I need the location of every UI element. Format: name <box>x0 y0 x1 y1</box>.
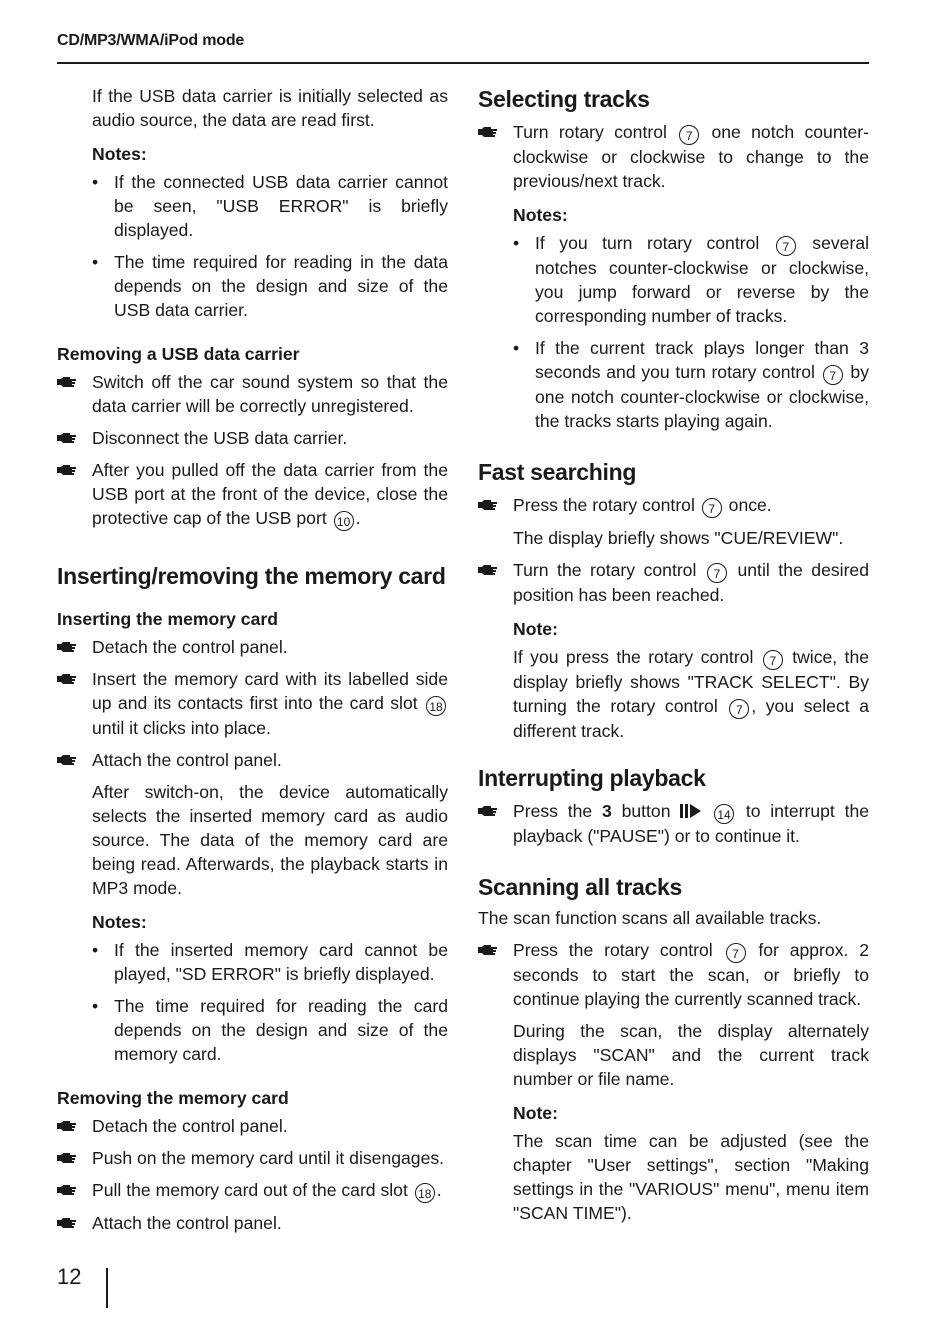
section-title: Interrupting playback <box>478 765 706 791</box>
section-heading: Removing the memory card <box>57 1088 289 1108</box>
pointing-hand-icon <box>57 464 77 475</box>
ref-number: 7 <box>823 365 843 385</box>
ref-number: 7 <box>679 125 699 145</box>
right-column <box>478 84 869 1225</box>
pointing-hand-icon <box>57 1184 77 1195</box>
pointing-hand-icon <box>57 673 77 684</box>
ref-number: 14 <box>714 804 734 824</box>
notes-title: Notes: <box>92 912 147 932</box>
step-item: Pull the memory card out of the card slot 18 . <box>57 1178 448 1203</box>
section-heading: Removing a USB data carrier <box>57 344 300 364</box>
ref-number: 7 <box>776 236 796 256</box>
pointing-hand-icon <box>478 126 498 137</box>
play-pause-icon <box>680 804 702 818</box>
step-item: Turn rotary control 7 one notch counter-clockwise or clockwise to change to the previous/next track. <box>478 120 869 193</box>
section-title: Inserting/removing the memory card <box>57 563 446 589</box>
pointing-hand-icon <box>478 805 498 816</box>
note-item: • If the current track plays longer than 3 seconds and you turn rotary control 7 by one notch counter-clockwise or clockwise, the tracks starts playing again. <box>513 338 870 431</box>
step-item: Detach the control panel. <box>57 1114 448 1138</box>
step-item: Attach the control panel. <box>57 748 448 772</box>
notes-title: Notes: <box>513 205 568 225</box>
note-item: • If the connected USB data carrier cannot be seen, "USB ERROR" is briefly displayed. <box>92 172 448 240</box>
pointing-hand-icon <box>57 432 77 443</box>
pointing-hand-icon <box>478 944 498 955</box>
notes-title: Notes: <box>92 144 147 164</box>
step-item: Disconnect the USB data carrier. <box>57 426 448 450</box>
ref-number: 18 <box>426 696 446 716</box>
ref-number: 7 <box>726 943 746 963</box>
ref-number: 10 <box>334 511 354 531</box>
scan-intro: The scan function scans all available tracks. <box>478 908 822 928</box>
ref-number: 7 <box>763 650 783 670</box>
insert-after-text: After switch-on, the device automatically selects the inserted memory card as audio source. The data of the memory card are being read. Afterwards, the playback starts in MP3 mode. <box>92 782 448 898</box>
step-item: After you pulled off the data carrier from the USB port at the front of the device, close the protective cap of the USB port 10 . <box>57 458 448 531</box>
left-column <box>57 84 448 1235</box>
page-header: CD/MP3/WMA/iPod mode <box>57 32 245 49</box>
section-title: Selecting tracks <box>478 86 650 112</box>
display-text: The display briefly shows "CUE/REVIEW". <box>513 528 844 548</box>
step-item: Switch off the car sound system so that the data carrier will be correctly unregistered. <box>57 370 448 418</box>
note-title: Note: <box>513 619 558 639</box>
section-title: Scanning all tracks <box>478 874 682 900</box>
usb-intro: If the USB data carrier is initially selected as audio source, the data are read first. <box>92 86 448 130</box>
note-item: • If you turn rotary control 7 several notches counter-clockwise or clockwise, you jump forward or reverse by the corresponding number of tracks. <box>513 233 870 326</box>
ref-number: 18 <box>415 1183 435 1203</box>
pointing-hand-icon <box>57 1152 77 1163</box>
step-item: Attach the control panel. <box>57 1211 448 1235</box>
pointing-hand-icon <box>57 376 77 387</box>
step-item: Press the rotary control 7 for approx. 2 seconds to start the scan, or briefly to continue playing the currently scanned track. <box>478 938 869 1011</box>
note-text: The scan time can be adjusted (see the chapter "User settings", section "Making settings in the "VARIOUS" menu", menu item "SCAN TIME"). <box>513 1131 869 1223</box>
pointing-hand-icon <box>478 564 498 575</box>
step-item: Press the 3 button 14 to interrupt the playback ("PAUSE") or to continue it. <box>478 799 869 848</box>
step-item: Insert the memory card with its labelled side up and its contacts first into the card slot 18 until it clicks into place. <box>57 667 448 740</box>
step-item: Turn the rotary control 7 until the desired position has been reached. <box>478 558 869 607</box>
pointing-hand-icon <box>57 641 77 652</box>
note-text: If you press the rotary control 7 twice, the display briefly shows "TRACK SELECT". By turning the rotary control 7 , you select a different track. <box>513 647 870 741</box>
page-number: 12 <box>57 1264 82 1289</box>
pointing-hand-icon <box>57 754 77 765</box>
note-item: • The time required for reading the card depends on the design and size of the memory card. <box>92 996 448 1064</box>
note-item: • The time required for reading in the data depends on the design and size of the USB data carrier. <box>92 252 448 320</box>
footer-divider <box>106 1268 108 1308</box>
section-heading: Inserting the memory card <box>57 609 278 629</box>
scan-during-text: During the scan, the display alternately displays "SCAN" and the current track number or file name. <box>513 1021 869 1089</box>
ref-number: 7 <box>729 699 749 719</box>
pointing-hand-icon <box>57 1217 77 1228</box>
note-title: Note: <box>513 1103 558 1123</box>
section-title: Fast searching <box>478 459 637 485</box>
pointing-hand-icon <box>478 499 498 510</box>
step-item: Detach the control panel. <box>57 635 448 659</box>
ref-number: 7 <box>702 498 722 518</box>
step-item: Push on the memory card until it disengages. <box>57 1146 448 1170</box>
note-item: • If the inserted memory card cannot be played, "SD ERROR" is briefly displayed. <box>92 940 448 984</box>
step-item: Press the rotary control 7 once. <box>478 493 869 518</box>
pointing-hand-icon <box>57 1120 77 1131</box>
header-rule <box>57 62 869 64</box>
ref-number: 7 <box>707 563 727 583</box>
